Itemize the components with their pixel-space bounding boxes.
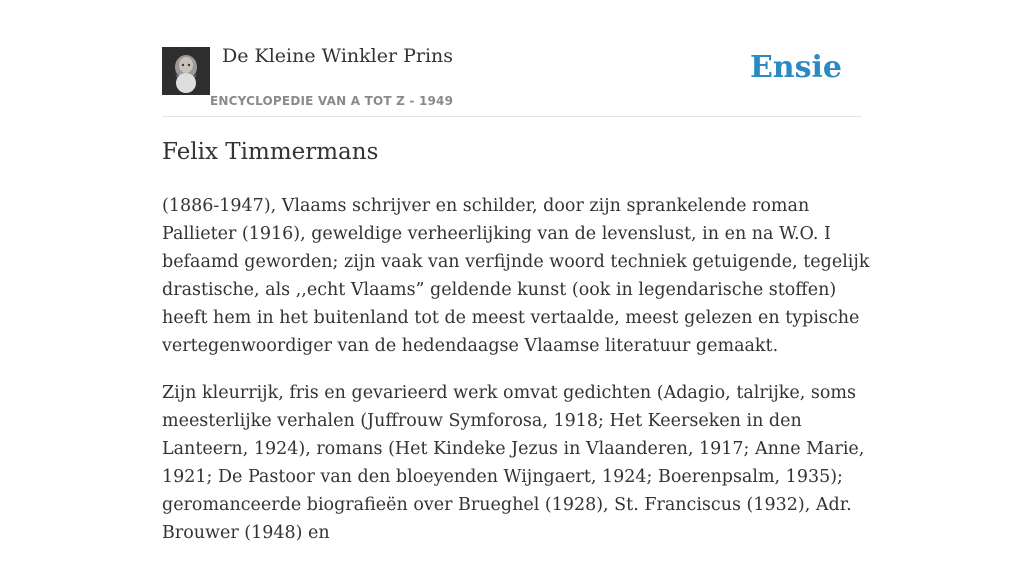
site-subtitle: ENCYCLOPEDIE VAN A TOT Z - 1949 [210,94,454,108]
article-paragraph: Zijn kleurrijk, fris en gevarieerd werk omvat gedichten (Adagio, talrijke, soms meesterlijke verhalen (Juffrouw Symforosa, 1918; Het Keerseken in den Lanteern, 1924), romans (Het Kindeke Jezus in Vlaanderen, 1917; Anne Marie, 1921; De Pastoor van den bloeyenden Wijngaert, 1924; Boerenpsalm, 1935); geromanceerde biografieën over Brueghel (1928), St. Franciscus (1932), Adr. Brouwer (1948) en [162,383,865,543]
article-body [162,192,872,566]
brand-logo[interactable]: Ensie [749,50,842,85]
portrait-icon [162,47,210,95]
site-header [162,0,862,117]
article-paragraph: (1886-1947), Vlaams schrijver en schilder, door zijn sprankelende roman Pallieter (1916), geweldige verheerlijking van de levenslust, in en na W.O. I befaamd geworden; zijn vaak van verfijnde woord techniek getuigende, tegelijk drastische, als ,,echt Vlaams” geldende kunst (ook in legendarische stoffen) heeft hem in het buitenland tot de meest vertaalde, meest gelezen en typische vertegenwoordiger van de hedendaagse Vlaamse literatuur gemaakt. [162,196,870,356]
site-title[interactable]: De Kleine Winkler Prins [222,45,454,67]
author-avatar [162,47,210,95]
article-title: Felix Timmermans [162,139,379,165]
